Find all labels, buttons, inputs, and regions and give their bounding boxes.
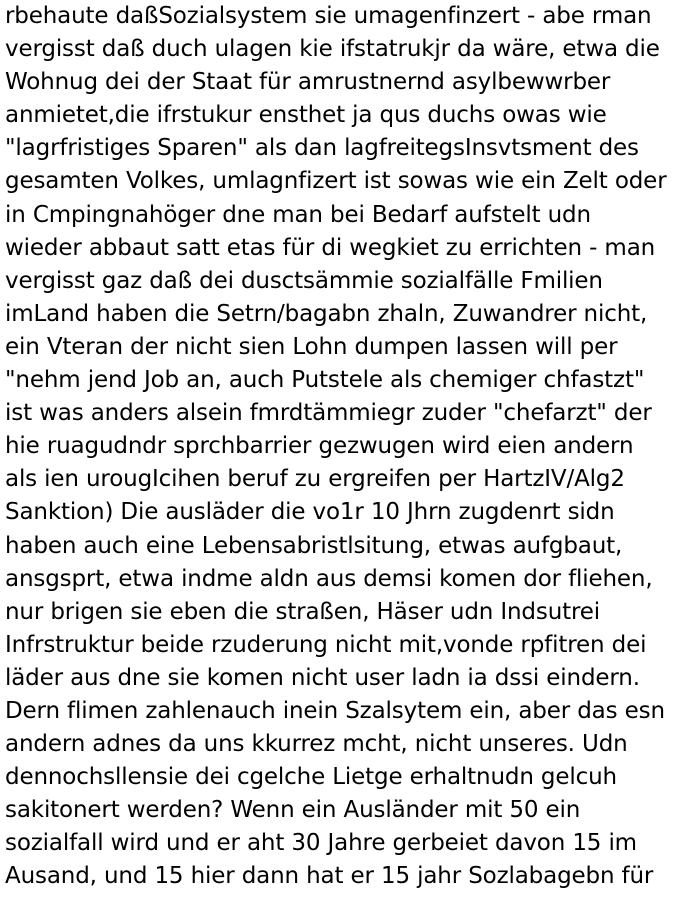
text-line: Dern flimen zahlenauch inein Szalsytem ein, aber das esn	[5, 697, 665, 724]
text-line: als ien urougIcihen beruf zu ergreifen per HartzIV/Alg2	[5, 466, 625, 493]
text-line: hie ruagudndr sprchbarrier gezwugen wird eien andern	[5, 433, 634, 460]
text-line: ansgsprt, etwa indme aldn aus demsi komen dor fliehen,	[5, 565, 653, 592]
text-line: ein Vteran der nicht sien Lohn dumpen lassen will per	[5, 333, 618, 360]
text-line: haben auch eine Lebensabristlsitung, etwas aufgbaut,	[5, 532, 623, 559]
text-line: gesamten Volkes, umlagnfizert ist sowas wie ein Zelt oder	[5, 168, 667, 195]
text-line: Infrstruktur beide rzuderung nicht mit,vonde rpfitren dei	[5, 631, 647, 658]
document-body	[5, 0, 684, 894]
text-line: andern adnes da uns kkurrez mcht, nicht unseres. Udn	[5, 731, 628, 758]
text-line: vergisst daß duch ulagen kie ifstatrukjr da wäre, etwa die	[5, 36, 660, 63]
text-line: "lagrfristiges Sparen" als dan lagfreitegsInsvtsment des	[5, 135, 639, 162]
text-line: dennochsllensie dei cgelche Lietge erhaltnudn gelcuh	[5, 764, 617, 791]
text-line: läder aus dne sie komen nicht user ladn ia dssi eindern.	[5, 664, 640, 691]
text-line: Ausand, und 15 hier dann hat er 15 jahr Sozlabagebn für	[5, 863, 654, 890]
text-line: vergisst gaz daß dei dusctsämmie sozialfälle Fmilien	[5, 267, 603, 294]
text-line: ist was anders alsein fmrdtämmiegr zuder "chefarzt" der	[5, 400, 652, 427]
text-line: Sanktion) Die ausläder die vo1r 10 Jhrn zugdenrt sidn	[5, 499, 615, 526]
text-line: Wohnug dei der Staat für amrustnernd asylbewwrber	[5, 69, 611, 96]
text-line: rbehaute daßSozialsystem sie umagenfinzert - abe rman	[5, 3, 652, 29]
text-line: sozialfall wird und er aht 30 Jahre gerbeiet davon 15 im	[5, 830, 637, 857]
text-line: imLand haben die Setrn/bagabn zhaln, Zuwandrer nicht,	[5, 300, 648, 327]
text-line: nur brigen sie eben die straßen, Häser udn Indsutrei	[5, 598, 601, 625]
text-line: wieder abbaut satt etas für di wegkiet zu errichten - man	[5, 234, 656, 261]
text-line: "nehm jend Job an, auch Putstele als chemiger chfastzt"	[5, 367, 645, 394]
text-line: sakitonert werden? Wenn ein Ausländer mit 50 ein	[5, 797, 581, 824]
text-line: anmietet,die ifrstukur ensthet ja qus duchs owas wie	[5, 102, 607, 129]
text-line: in Cmpingnahöger dne man bei Bedarf aufstelt udn	[5, 201, 591, 228]
